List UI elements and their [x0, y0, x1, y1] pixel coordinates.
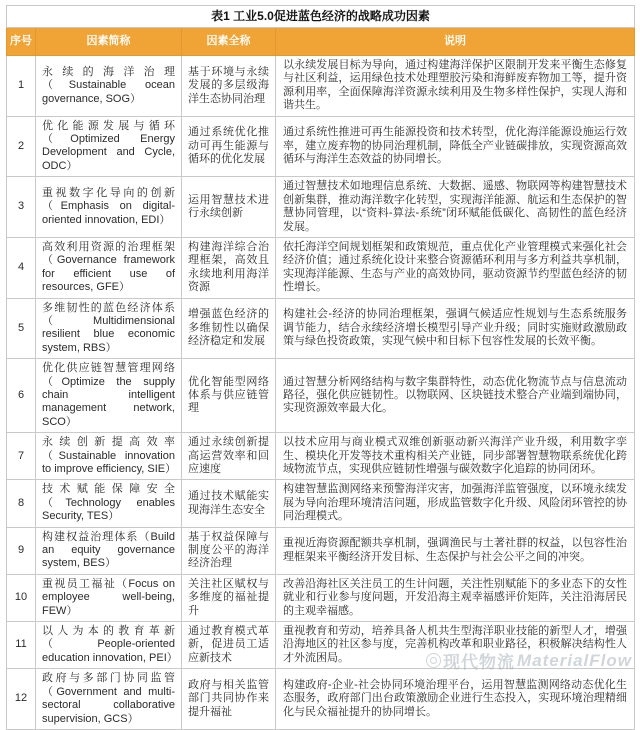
factors-table — [6, 5, 635, 730]
table-row — [7, 574, 635, 621]
cell-desc: 以永续发展目标为导向，通过构建海洋保护区限制开发来平衡生态修复与社区利益，运用绿色技术处理塑胶污染和海鲜废弃物加工等，提升资源利用率，全面保障海洋资源永续利用及生物多样性保护，实现人海和谐共生。 — [276, 56, 635, 117]
cell-desc: 改善沿海社区关注员工的生计问题，关注性别赋能下的多业态下的女性就业和行业参与度问题，开发沿海主观幸福感评价矩阵，关注沿海居民的主观幸福感。 — [276, 574, 635, 621]
cell-abbr: 优化能源发展与循环（Optimized Energy Development and Cycle, ODC） — [36, 116, 182, 177]
cell-no: 5 — [7, 298, 36, 359]
cell-abbr: 高效利用资源的治理框架（Governance framework for efficient use of resources, GFE） — [36, 237, 182, 298]
cell-desc: 构建政府-企业-社会协同环境治理平台，运用智慧监测网络动态优化生态服务，政府部门出台政策激励企业进行生态投入，实现环境治理精细化与民众福祉提升的协同增长。 — [276, 669, 635, 730]
table-row — [7, 116, 635, 177]
col-header-full: 因素全称 — [182, 27, 276, 55]
cell-desc: 重视教育和劳动，培养具备人机共生型海洋职业技能的新型人才，增强沿海地区的社区参与度，完善机构改革和职业路径，积极解决结构性人才外流困局。 — [276, 622, 635, 669]
cell-full: 增强蓝色经济的多维韧性以确保经济稳定和发展 — [182, 298, 276, 359]
table-row — [7, 669, 635, 730]
cell-no: 7 — [7, 433, 36, 480]
cell-desc: 构建社会-经济的协同治理框架，强调气候适应性规划与生态系统服务调节能力，结合永续经济增长模型引导产业升级；同时实施财政激励政策与绿色投资政策，实现气候中和目标下包容性发展的长效平衡。 — [276, 298, 635, 359]
cell-abbr: 永续的海洋治理（Sustainable ocean governance, SOG） — [36, 56, 182, 117]
watermark-cn-text: 现代物流 — [443, 653, 516, 672]
cell-full: 基于环境与永续发展的多层级海洋生态协同治理 — [182, 56, 276, 117]
cell-desc: 以技术应用与商业模式双维创新驱动新兴海洋产业升级，利用数字孪生、模块化开发等技术重构相关产业链，同步部署智慧物联系统优化跨域物流节点，实现供应链韧性增强与碳效数字化追踪的协同闭环。 — [276, 433, 635, 480]
cell-full: 通过教育模式革新，促进员工适应新技术 — [182, 622, 276, 669]
cell-abbr: 重视员工福祉（Focus on employee well-being, FEW） — [36, 574, 182, 621]
cell-no: 3 — [7, 177, 36, 238]
cell-full: 优化智能型网络体系与供应链管理 — [182, 359, 276, 433]
cell-no: 12 — [7, 669, 36, 730]
table-row — [7, 56, 635, 117]
cell-no: 6 — [7, 359, 36, 433]
watermark-en-text: MaterialFlow — [517, 650, 632, 670]
col-header-desc: 说明 — [276, 27, 635, 55]
cell-desc: 构建智慧监测网络来预警海洋灾害，加强海洋监管强度，以环境永续发展为导向治理环境清洁问题，形成监管数字化升级、风险闭环管控的协同治理模式。 — [276, 480, 635, 527]
cell-no: 10 — [7, 574, 36, 621]
cell-no: 11 — [7, 622, 36, 669]
cell-no: 8 — [7, 480, 36, 527]
cell-full: 基于权益保障与制度公平的海洋经济治理 — [182, 527, 276, 574]
cell-full: 关注社区赋权与多维度的福祉提升 — [182, 574, 276, 621]
cell-full: 通过系统优化推动可再生能源与循环的优化发展 — [182, 116, 276, 177]
table-row — [7, 359, 635, 433]
table-row — [7, 480, 635, 527]
cell-abbr: 技术赋能保障安全（Technology enables Security, TES） — [36, 480, 182, 527]
cell-abbr: 构建权益治理体系（Build an equity governance system, BES） — [36, 527, 182, 574]
cell-abbr: 政府与多部门协同监管（Government and multi-sectoral collaborative supervision, GCS） — [36, 669, 182, 730]
success-factors-table — [6, 5, 634, 730]
table-header-row — [7, 27, 635, 55]
cell-no: 2 — [7, 116, 36, 177]
cell-no: 4 — [7, 237, 36, 298]
cell-desc: 通过智慧分析网络结构与数字集群特性，动态优化物流节点与信息流动路径，强化供应链韧性。以物联网、区块链技术整合产业端到端协同，实现资源效率最大化。 — [276, 359, 635, 433]
cell-full: 运用智慧技术进行永续创新 — [182, 177, 276, 238]
table-row — [7, 622, 635, 669]
table-row — [7, 527, 635, 574]
col-header-abbr: 因素简称 — [36, 27, 182, 55]
cell-full: 构建海洋综合治理框架，高效且永续地利用海洋资源 — [182, 237, 276, 298]
cell-abbr: 优化供应链智慧管理网络（Optimize the supply chain intelligent management network, SCO） — [36, 359, 182, 433]
cell-desc: 通过系统性推进可再生能源投资和技术转型，优化海洋能源设施运行效率，建立废弃物的协同治理机制，降低全产业链碳排放，实现资源高效循环与海洋生态效益的协同增长。 — [276, 116, 635, 177]
cell-abbr: 以人为本的教育革新（People-oriented education innovation, PEI） — [36, 622, 182, 669]
table-row — [7, 433, 635, 480]
cell-desc: 依托海洋空间规划框架和政策规范，重点优化产业管理模式来强化社会经济价值；通过系统化设计来整合资源循环利用与多方利益共享机制，实现海洋能源、生态与产业的高效协同，驱动资源节约型蓝色经济的韧性增长。 — [276, 237, 635, 298]
cell-no: 9 — [7, 527, 36, 574]
table-row — [7, 177, 635, 238]
cell-full: 通过技术赋能实现海洋生态安全 — [182, 480, 276, 527]
col-header-no: 序号 — [7, 27, 36, 55]
cell-full: 通过永续创新提高运营效率和回应速度 — [182, 433, 276, 480]
cell-abbr: 永续创新提高效率（Sustainable innovation to improve efficiency, SIE） — [36, 433, 182, 480]
table-row — [7, 298, 635, 359]
cell-desc: 重视近海资源配额共享机制，强调渔民与土著社群的权益，以包容性治理框架来平衡经济开发目标、生态保护与社会公平之间的冲突。 — [276, 527, 635, 574]
cell-abbr: 重视数字化导向的创新（Emphasis on digital-oriented innovation, EDI） — [36, 177, 182, 238]
table-title-row — [7, 6, 635, 28]
cell-abbr: 多维韧性的蓝色经济体系（Multidimensional resilient blue economic system, RBS） — [36, 298, 182, 359]
cell-no: 1 — [7, 56, 36, 117]
cell-desc: 通过智慧技术如地理信息系统、大数据、遥感、物联网等构建智慧技术创新集群，推动海洋数字化转型，实现海洋能源、航运和生态保护的智慧协同管理，以“资料-算法-系统”闭环赋能低碳化、高韧性的蓝色经济发展。 — [276, 177, 635, 238]
table-row — [7, 237, 635, 298]
table-title: 表1 工业5.0促进蓝色经济的战略成功因素 — [7, 6, 635, 28]
cell-full: 政府与相关监管部门共同协作来提升福祉 — [182, 669, 276, 730]
